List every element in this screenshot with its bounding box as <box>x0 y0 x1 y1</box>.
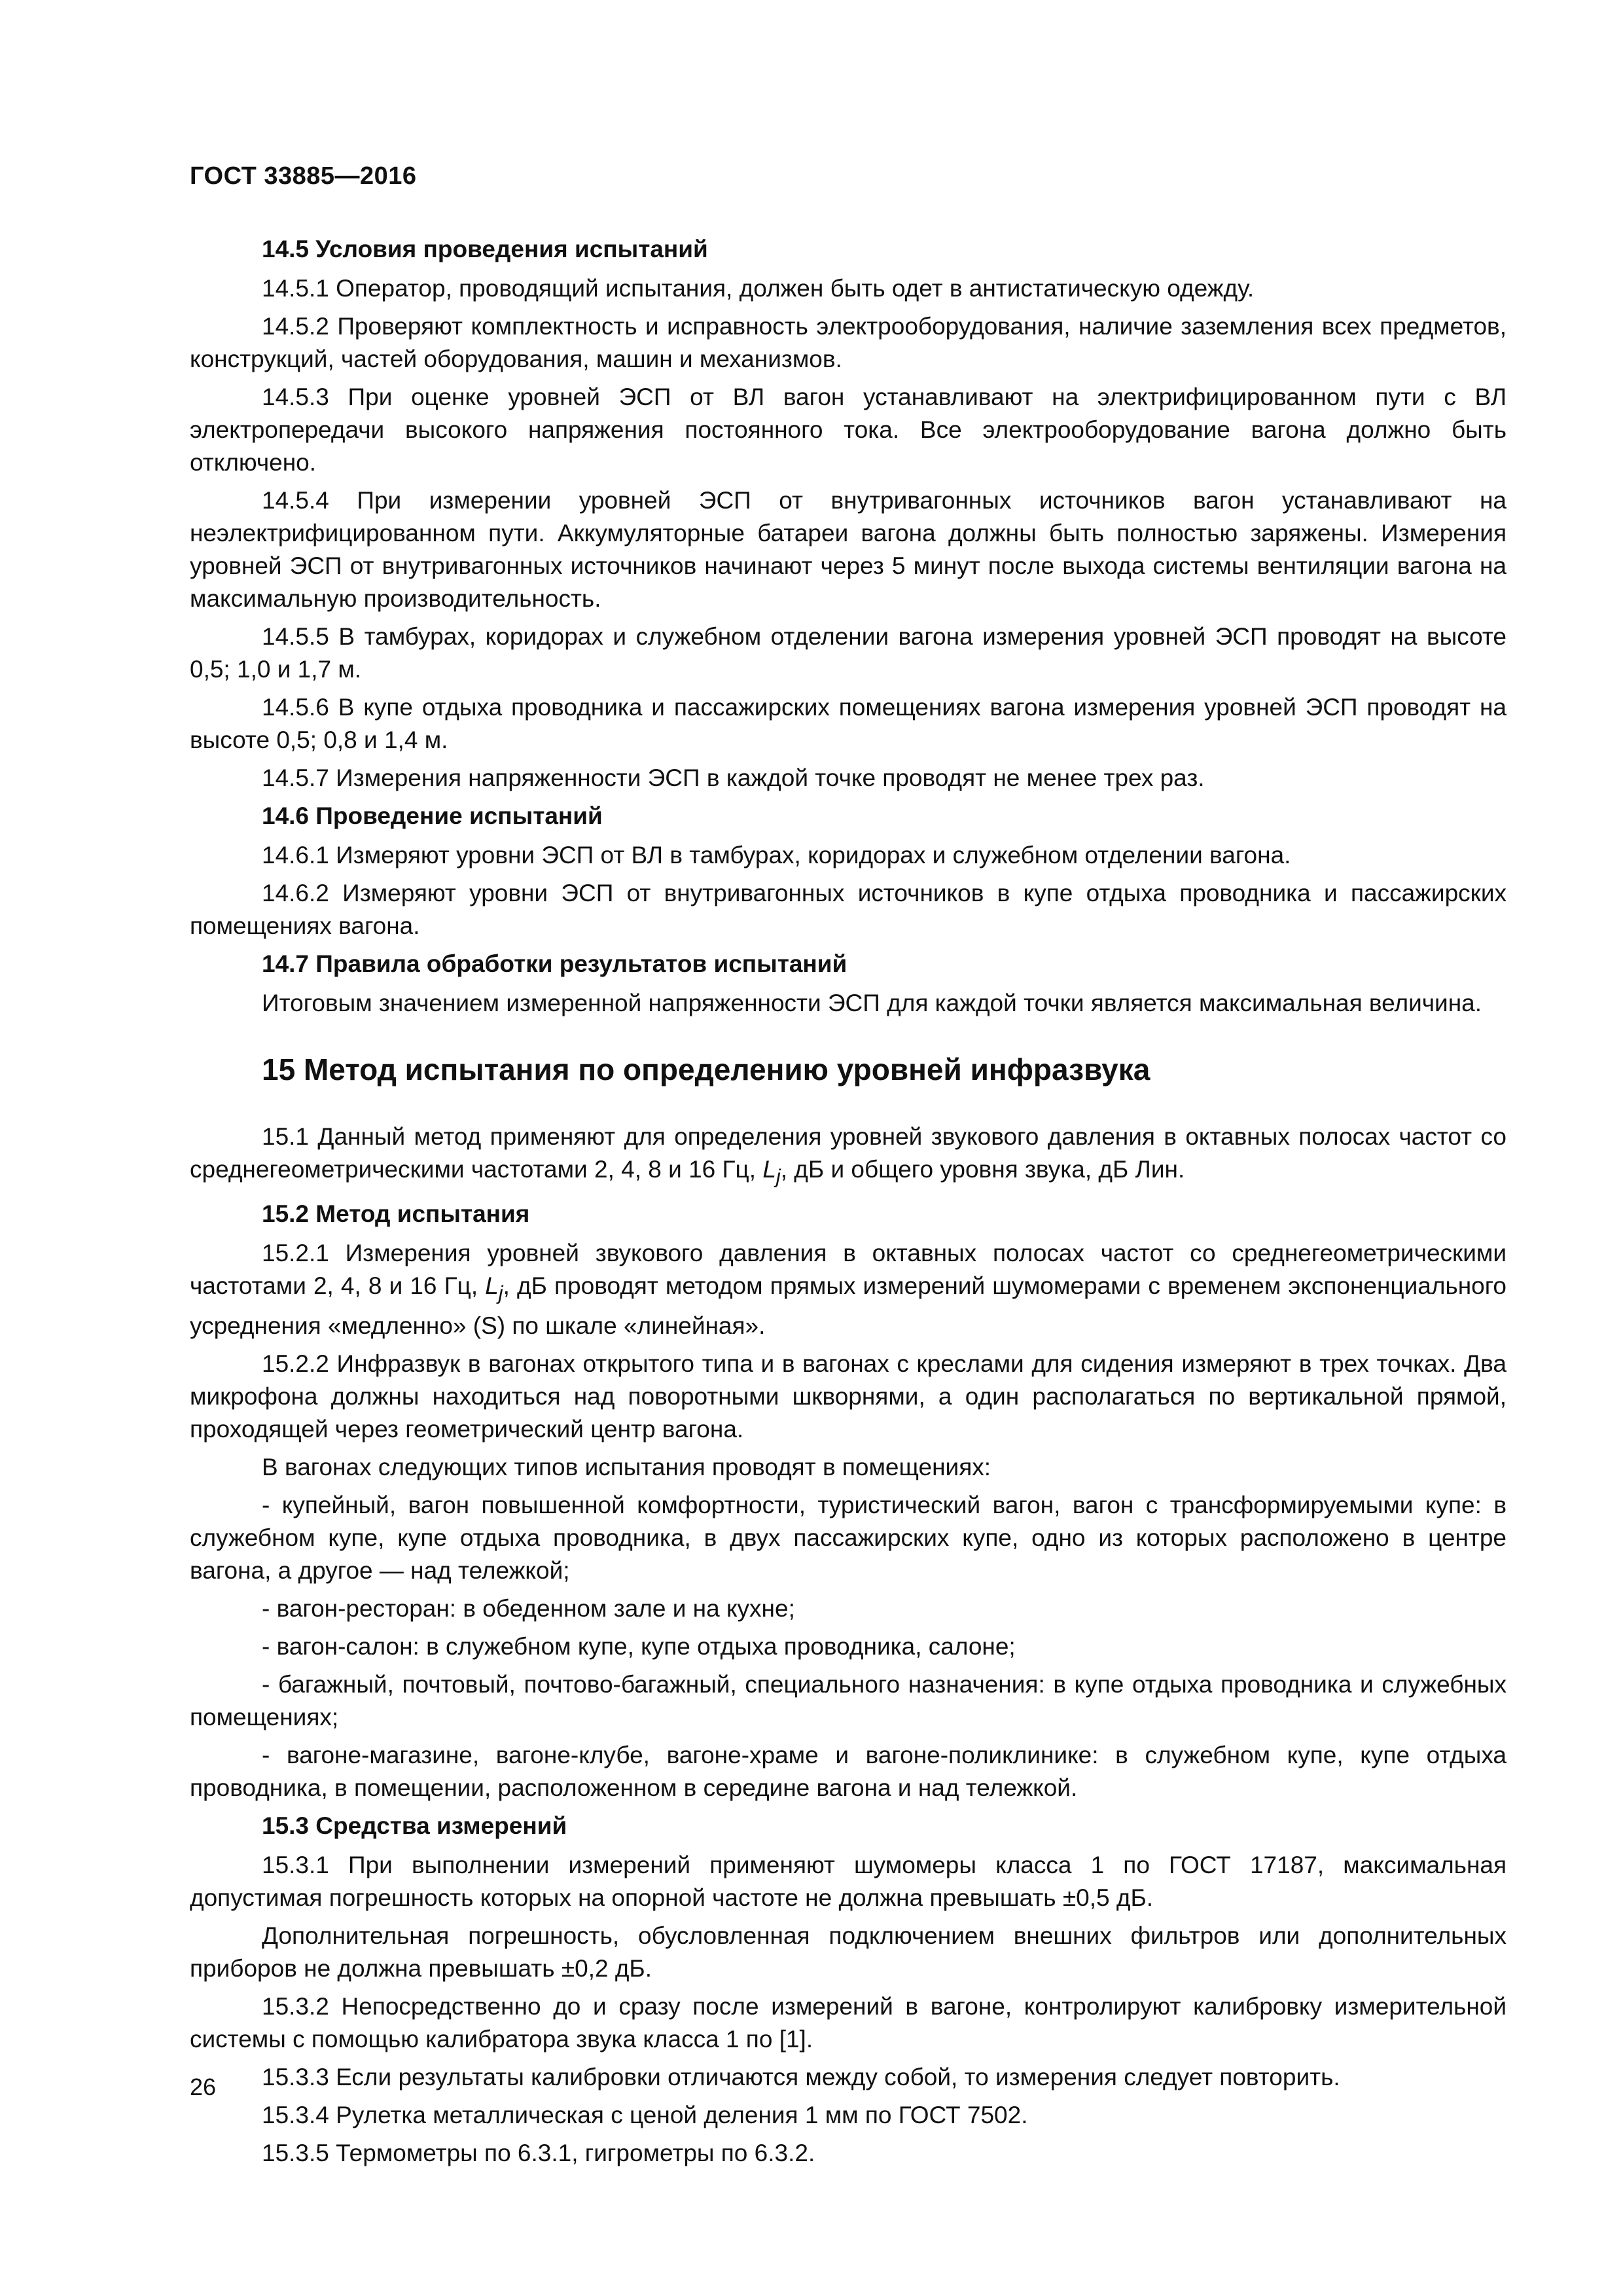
variable-subscript: j <box>498 1281 503 1304</box>
paragraph-14-5-2: 14.5.2 Проверяют комплектность и исправность электрооборудования, наличие заземления всех предметов, конструкций, частей оборудования, машин и механизмов. <box>190 313 1507 372</box>
list-item: - купейный, вагон повышенной комфортности, туристический вагон, вагон с трансформируемыми купе: в служебном купе, купе отдыха проводника, в двух пассажирских купе, одно из которых расположено в центре вагона, а другое — над тележкой; <box>190 1491 1507 1584</box>
paragraph-15-2-2: 15.2.2 Инфразвук в вагонах открытого типа и в вагонах с креслами для сидения измеряют в трех точках. Два микрофона должны находиться над поворотными шкворнями, а один располагаться по вертикальной прямой, проходящей через геометрический центр вагона. <box>190 1350 1507 1443</box>
paragraph-14-5-7: 14.5.7 Измерения напряженности ЭСП в каждой точке проводят не менее трех раз. <box>262 764 1205 791</box>
section-heading-14-5: 14.5 Условия проведения испытаний <box>262 236 708 262</box>
variable-symbol: L <box>762 1156 776 1183</box>
document-body <box>190 230 1507 2175</box>
list-item: - вагон-салон: в служебном купе, купе отдыха проводника, салоне; <box>262 1632 1016 1660</box>
section-heading-15-3: 15.3 Средства измерений <box>262 1812 567 1839</box>
paragraph-14-5-5: 14.5.5 В тамбурах, коридорах и служебном отделении вагона измерения уровней ЭСП проводят на высоте 0,5; 1,0 и 1,7 м. <box>190 623 1507 683</box>
document-header: ГОСТ 33885—2016 <box>190 162 417 190</box>
text-run: 15.1 Данный метод применяют для определения уровней звукового давления в октавных полосах частот со среднегеометрическими частотами 2, 4, 8 и 16 Гц, <box>190 1123 1507 1183</box>
section-heading-15-2: 15.2 Метод испытания <box>262 1200 530 1228</box>
paragraph-15-3-2: 15.3.2 Непосредственно до и сразу после измерений в вагоне, контролируют калибровку измерительной системы с помощью калибратора звука класса 1 по [1]. <box>190 1992 1507 2053</box>
paragraph-14-5-4: 14.5.4 При измерении уровней ЭСП от внутривагонных источников вагон устанавливают на неэлектрифицированном пути. Аккумуляторные батареи вагона должны быть полностью заряжены. Измерения уровней ЭСП от внутривагонных источников начинают через 5 минут после выхода системы вентиляции вагона на максимальную производительность. <box>190 487 1507 612</box>
text-run: 15.2.1 Измерения уровней звукового давления в октавных полосах частот со среднегеометрическими частотами 2, 4, 8 и 16 Гц, <box>190 1240 1507 1300</box>
paragraph-14-5-6: 14.5.6 В купе отдыха проводника и пассажирских помещениях вагона измерения уровней ЭСП проводят на высоте 0,5; 0,8 и 1,4 м. <box>190 694 1507 753</box>
paragraph-15-3-1-note: Дополнительная погрешность, обусловленная подключением внешних фильтров или дополнительных приборов не должна превышать ±0,2 дБ. <box>190 1922 1507 1982</box>
list-item: - вагон-ресторан: в обеденном зале и на кухне; <box>262 1594 795 1622</box>
paragraph-15-3-5: 15.3.5 Термометры по 6.3.1, гигрометры по 6.3.2. <box>262 2139 815 2166</box>
paragraph-15-3-1: 15.3.1 При выполнении измерений применяют шумомеры класса 1 по ГОСТ 17187, максимальная допустимая погрешность которых на опорной частоте не должна превышать ±0,5 дБ. <box>190 1851 1507 1911</box>
variable-subscript: j <box>776 1164 781 1188</box>
paragraph-14-6-1: 14.6.1 Измеряют уровни ЭСП от ВЛ в тамбурах, коридорах и служебном отделении вагона. <box>262 842 1291 869</box>
paragraph-15-3-3: 15.3.3 Если результаты калибровки отличаются между собой, то измерения следует повторить. <box>262 2063 1340 2090</box>
paragraph-14-7: Итоговым значением измеренной напряженности ЭСП для каждой точки является максимальная величина. <box>262 990 1482 1016</box>
list-item: - багажный, почтовый, почтово-багажный, специального назначения: в купе отдыха проводника и служебных помещениях; <box>190 1670 1507 1731</box>
chapter-heading-15: 15 Метод испытания по определению уровней инфразвука <box>262 1052 1150 1086</box>
paragraph-15-2-1 <box>190 1237 1507 1342</box>
page-number: 26 <box>190 2073 217 2100</box>
text-run: , дБ проводят методом прямых измерений шумомерами с временем экспоненциального усреднения «медленно» (S) по шкале «линейная». <box>190 1272 1507 1339</box>
paragraph-14-5-3: 14.5.3 При оценке уровней ЭСП от ВЛ вагон устанавливают на электрифицированном пути с ВЛ электропередачи высокого напряжения постоянного тока. Все электрооборудование вагона должно быть отключено. <box>190 384 1507 476</box>
document-page <box>190 0 1507 2296</box>
section-heading-14-7: 14.7 Правила обработки результатов испытаний <box>262 950 847 977</box>
list-item: - вагоне-магазине, вагоне-клубе, вагоне-храме и вагоне-поликлинике: в служебном купе, купе отдыха проводника, в помещении, расположенном в середине вагона и над тележкой. <box>190 1741 1507 1801</box>
paragraph-14-6-2: 14.6.2 Измеряют уровни ЭСП от внутривагонных источников в купе отдыха проводника и пассажирских помещениях вагона. <box>190 880 1507 939</box>
paragraph-15-3-4: 15.3.4 Рулетка металлическая с ценой деления 1 мм по ГОСТ 7502. <box>262 2101 1028 2128</box>
variable-symbol: L <box>485 1272 499 1300</box>
paragraph-14-5-1: 14.5.1 Оператор, проводящий испытания, должен быть одет в антистатическую одежду. <box>262 275 1255 302</box>
section-heading-14-6: 14.6 Проведение испытаний <box>262 802 603 829</box>
paragraph-15-1 <box>190 1121 1507 1193</box>
text-run: , дБ и общего уровня звука, дБ Лин. <box>780 1156 1185 1183</box>
paragraph-wagon-types: В вагонах следующих типов испытания проводят в помещениях: <box>262 1453 991 1480</box>
